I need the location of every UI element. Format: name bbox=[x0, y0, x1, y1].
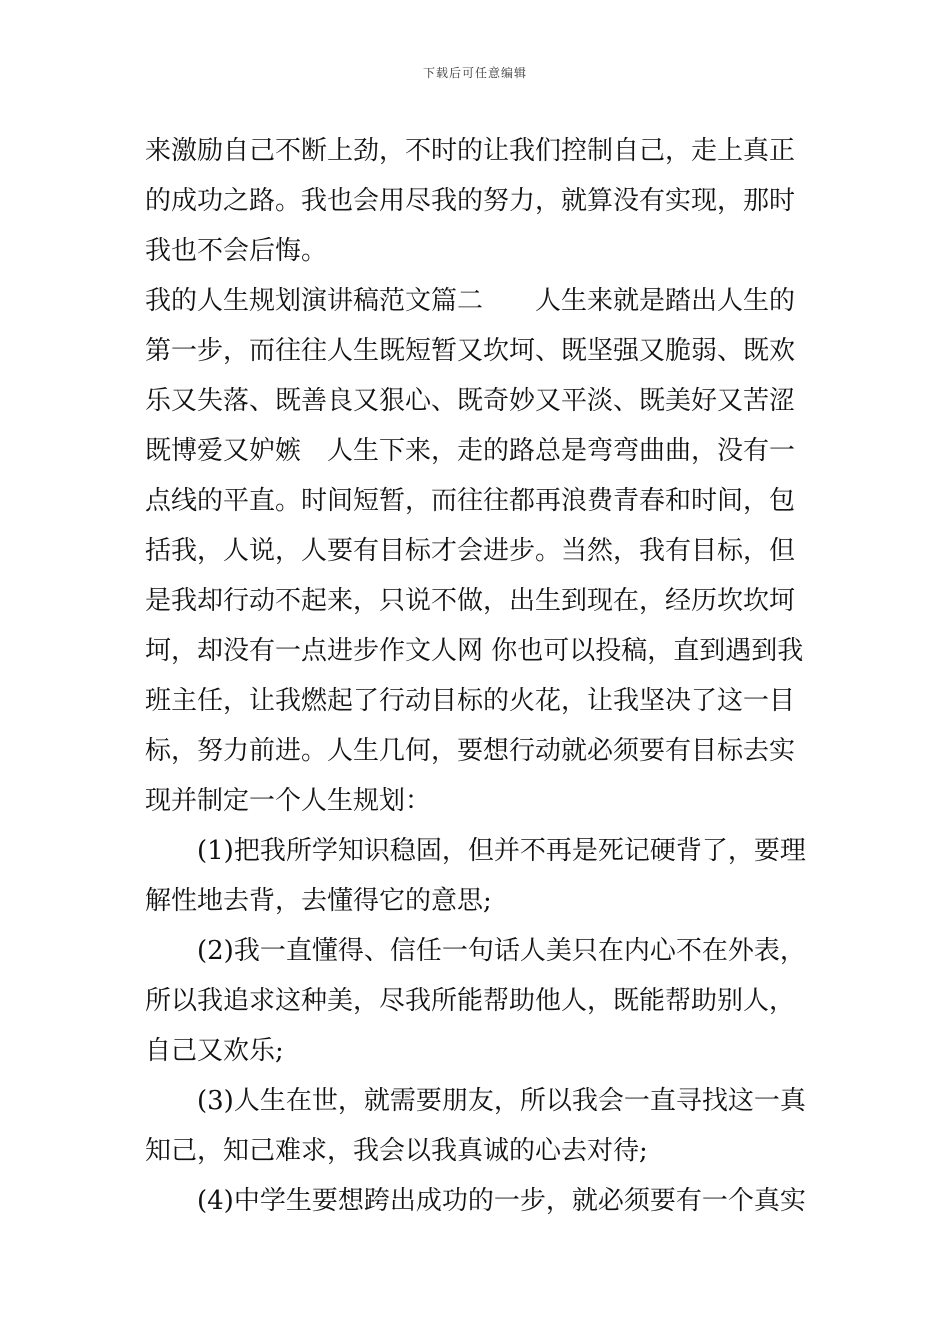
text-line: 括我，人说，人要有目标才会进步。当然，我有目标，但 bbox=[145, 536, 796, 566]
text-line: 标，努力前进。人生几何，要想行动就必须要有目标去实 bbox=[145, 736, 796, 766]
text-line: 既博爱又妒嫉 人生下来，走的路总是弯弯曲曲，没有一 bbox=[145, 436, 796, 466]
text-line: 点线的平直。时间短暂，而往往都再浪费青春和时间，包 bbox=[145, 486, 796, 516]
text-line: 我也不会后悔。 bbox=[145, 236, 328, 266]
list-item-line: (3)人生在世，就需要朋友，所以我会一直寻找这一真 bbox=[197, 1086, 806, 1116]
text-line: 自己又欢乐; bbox=[145, 1036, 284, 1066]
list-item-line: (4)中学生要想跨出成功的一步，就必须要有一个真实 bbox=[197, 1186, 806, 1216]
text-line: 第一步，而往往人生既短暂又坎坷、既坚强又脆弱、既欢 bbox=[145, 336, 796, 366]
text-line: 的成功之路。我也会用尽我的努力，就算没有实现，那时 bbox=[145, 186, 796, 216]
text-line: 来激励自己不断上劲，不时的让我们控制自己，走上真正 bbox=[145, 136, 796, 166]
text-line: 所以我追求这种美，尽我所能帮助他人，既能帮助别人， bbox=[145, 986, 796, 1016]
page-header: 下载后可任意编辑 bbox=[422, 66, 527, 80]
text-line: 班主任，让我燃起了行动目标的火花，让我坚决了这一目 bbox=[145, 686, 796, 716]
text-line: 乐又失落、既善良又狠心、既奇妙又平淡、既美好又苦涩 bbox=[145, 386, 796, 416]
document-body bbox=[145, 126, 815, 1226]
text-line: 解性地去背，去懂得它的意思; bbox=[145, 886, 492, 916]
text-line: 知己，知己难求，我会以我真诚的心去对待; bbox=[145, 1136, 648, 1166]
list-item-line: (2)我一直懂得、信任一句话人美只在内心不在外表， bbox=[197, 936, 806, 966]
text-line: 坷，却没有一点进步作文人网 你也可以投稿，直到遇到我 bbox=[145, 636, 804, 666]
text-line: 是我却行动不起来，只说不做，出生到现在，经历坎坎坷 bbox=[145, 586, 796, 616]
section-heading-line: 我的人生规划演讲稿范文篇二 人生来就是踏出人生的 bbox=[145, 286, 796, 316]
list-item-line: (1)把我所学知识稳固，但并不再是死记硬背了，要理 bbox=[197, 836, 806, 866]
text-line: 现并制定一个人生规划： bbox=[145, 786, 432, 816]
